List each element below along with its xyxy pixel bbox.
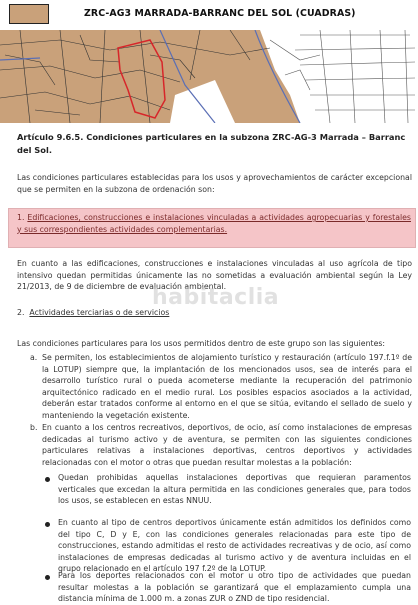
watermark: habitaclia — [152, 285, 280, 310]
list-text-b: En cuanto a los centros recreativos, deportivos, de ocio, así como instalaciones de empresas dedicadas al turismo activo y de aventura, se permiten con las siguientes condiciones particulares relativas a instalaciones deportivas, centros deportivos y actividades relacionadas con el motor o otras que puedan resultar molestas a la población: — [42, 423, 412, 467]
intro-paragraph: Las condiciones particulares establecidas para los usos y aprovechamientos de carácter excepcional que se permiten en la subzona de ordenación son: — [17, 173, 412, 194]
bullet-dot — [45, 522, 50, 527]
item-1 — [17, 212, 411, 235]
bullet-dot — [45, 575, 50, 580]
list-item-b — [30, 422, 412, 468]
bullet-item: En cuanto al tipo de centros deportivos únicamente están admitidos los definidos como del tipo C, D y E, con las condiciones generales relacionadas para este tipo de construcciones, estando admitidas el resto de actividades recreativas y de ocio, así como instalaciones de empresas dedicadas al turismo activo y de aventura incluidas en el grupo relacionado en el artículo 197 f.2º de la LOTUP. — [58, 518, 411, 573]
bullet-item: Quedan prohibidas aquellas instalaciones deportivas que requieran paramentos verticales que excedan la altura permitida en las condiciones generales que, para todos los usos, se establecen en estas NNUU. — [58, 473, 411, 505]
list-marker-b: b. — [30, 423, 38, 432]
list-text-a: Se permiten, los establecimientos de alojamiento turístico y restauración (artículo 197.f.1º de la LOTUP) siempre que, la implantación de los mencionados usos, sea de interés para el desarrollo turístico rural o pueda acometerse mediante la recuperación del patrimonio arquitectónico radicado en el medio rural. Los posibles espacios asociados a la actividad, deberán estar tratados conforme al entorno en el que se sitúa, evitando el sellado de suelo y manteniendo la vegetación existente. — [42, 353, 412, 420]
item-1-number: 1. — [17, 213, 25, 222]
item-2 — [17, 307, 412, 319]
list-marker-a: a. — [30, 353, 38, 362]
item-2-intro: Las condiciones particulares para los usos permitidos dentro de este grupo son las siguientes: — [17, 339, 386, 348]
item-1-body: En cuanto a las edificaciones, construcciones e instalaciones vinculadas al uso agrícola de tipo intensivo quedan permitidas únicamente las no sometidas a evaluación ambiental según la Ley 21/2013, de 9 de diciembre de evaluación ambiental. — [17, 259, 412, 291]
map-legend-header — [0, 0, 418, 30]
item-2-number: 2. — [17, 308, 25, 317]
legend-swatch — [9, 4, 49, 24]
list-item-a — [30, 352, 412, 421]
bullet-item: Para los deportes relacionados con el motor u otro tipo de actividades que puedan resultar molestas a la población se garantizará que el emplazamiento cumpla una distancia mínima de 1.000 m. a zonas ZUR o ZND de tipo residencial. — [58, 571, 411, 603]
item-2-text: Actividades terciarias o de servicios — [29, 308, 170, 317]
article-title: Artículo 9.6.5. Condiciones particulares en la subzona ZRC-AG-3 Marrada – Barranc del Sol. — [17, 132, 406, 155]
map-title: ZRC-AG3 MARRADA-BARRANC DEL SOL (CUADRAS) — [84, 8, 356, 19]
zoning-map — [0, 0, 418, 123]
bullet-dot — [45, 477, 50, 482]
item-1-text: Edificaciones, construcciones e instalaciones vinculadas a actividades agropecuarias y forestales y sus correspondientes actividades complementarias. — [17, 213, 411, 234]
